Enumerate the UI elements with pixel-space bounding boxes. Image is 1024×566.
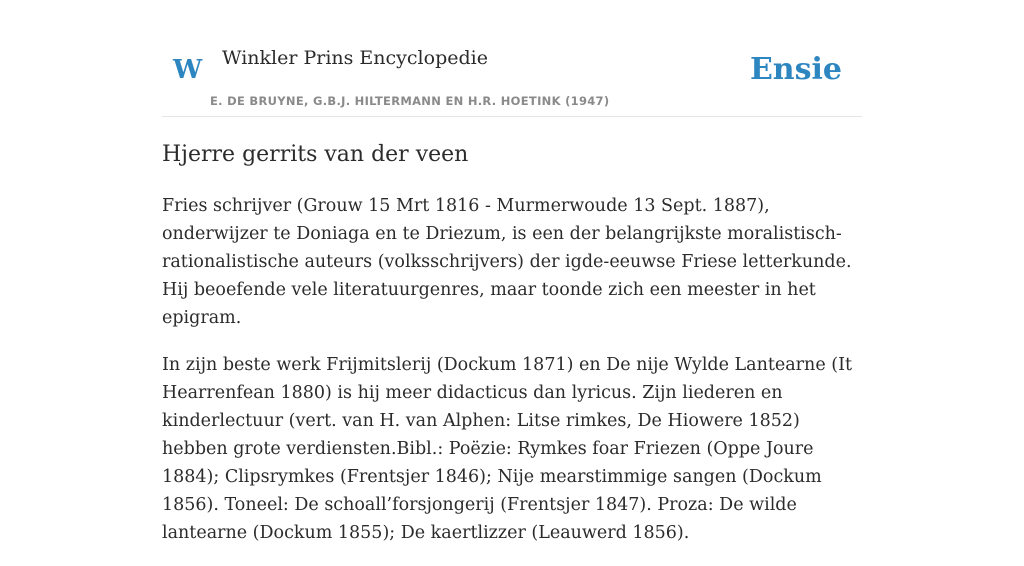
- article-paragraph: In zijn beste werk Frijmitslerij (Dockum 1871) en De nije Wylde Lantearne (It Hearrenfean 1880) is hij meer didacticus dan lyricus. Zijn liederen en kinderlectuur (vert. van H. van Alphen: Litse rimkes, De Hiowere 1852) hebben grote verdiensten.Bibl.: Poëzie: Rymkes foar Friezen (Oppe Joure 1884); Clipsrymkes (Frentsjer 1846); Nije mearstimmige sangen (Dockum 1856). Toneel: De schoall’forsjongerij (Frentsjer 1847). Proza: De wilde lantearne (Dockum 1855); De kaertlizzer (Leauwerd 1856).: [162, 355, 853, 543]
- source-title[interactable]: Winkler Prins Encyclopedie: [222, 47, 488, 69]
- article-paragraph: Fries schrijver (Grouw 15 Mrt 1816 - Murmerwoude 13 Sept. 1887), onderwijzer te Doniaga en te Driezum, is een der belangrijkste moralistisch-rationalistische auteurs (volksschrijvers) der igde-eeuwse Friese letterkunde. Hij beoefende vele literatuurgenres, maar toonde zich een meester in het epigram.: [162, 196, 852, 328]
- article-body: [162, 192, 866, 566]
- article-title: Hjerre gerrits van der veen: [162, 142, 469, 167]
- brand-logo[interactable]: Ensie: [749, 52, 842, 87]
- header: [162, 0, 862, 117]
- source-authors: E. DE BRUYNE, G.B.J. HILTERMANN EN H.R. HOETINK (1947): [210, 94, 610, 108]
- encyclopedia-logo[interactable]: W: [173, 55, 203, 85]
